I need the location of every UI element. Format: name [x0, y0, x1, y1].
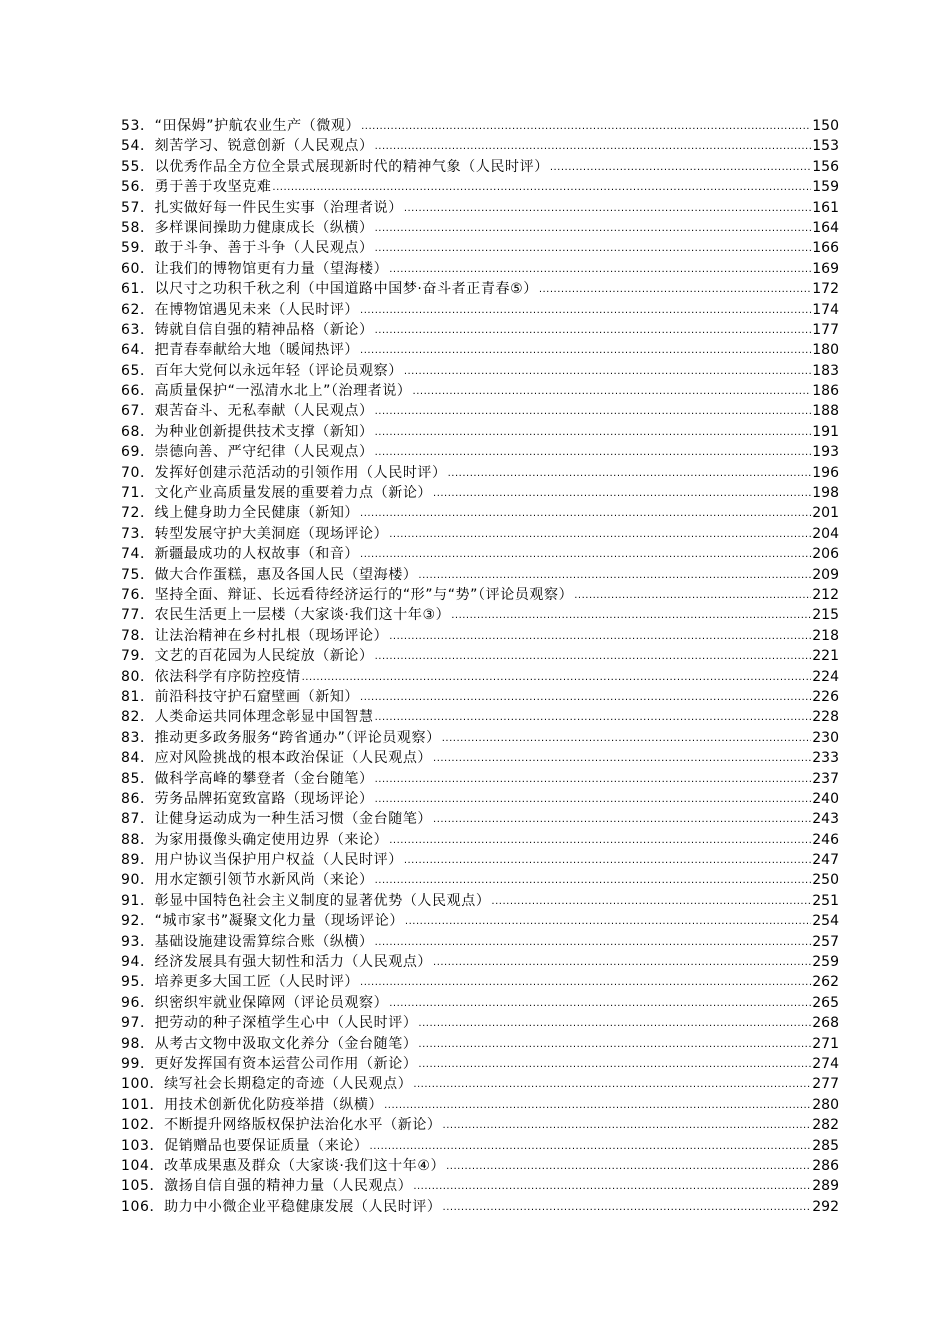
toc-entry-title: 57．扎实做好每一件民生实事（治理者说）	[121, 199, 403, 216]
toc-dot-leader	[389, 627, 811, 647]
toc-dot-leader	[446, 1157, 811, 1177]
toc-dot-leader	[375, 708, 812, 728]
toc-entry-page-number: 262	[812, 974, 839, 991]
toc-entry[interactable]	[121, 463, 839, 483]
toc-entry-page-number: 265	[812, 994, 839, 1011]
toc-entry[interactable]	[121, 544, 839, 564]
toc-entry[interactable]	[121, 687, 839, 707]
toc-entry[interactable]	[121, 850, 839, 870]
toc-dot-leader	[375, 402, 812, 422]
toc-entry-page-number: 188	[812, 403, 839, 420]
toc-dot-leader	[384, 1096, 811, 1116]
toc-entry-title: 85．做科学高峰的攀登者（金台随笔）	[121, 770, 374, 787]
toc-entry[interactable]	[121, 300, 839, 320]
toc-entry-title: 81．前沿科技守护石窟壁画（新知）	[121, 688, 360, 705]
toc-entry-page-number: 215	[812, 607, 839, 624]
toc-entry-page-number: 251	[812, 892, 839, 909]
toc-dot-leader	[539, 280, 811, 300]
toc-dot-leader	[413, 1177, 811, 1197]
toc-entry-title: 88．为家用摄像头确定使用边界（来论）	[121, 831, 389, 848]
toc-entry-title: 98．从考古文物中汲取文化养分（金台随笔）	[121, 1035, 418, 1052]
toc-entry-title: 97．把劳动的种子深植学生心中（人民时评）	[121, 1015, 418, 1032]
toc-entry-page-number: 218	[812, 627, 839, 644]
toc-dot-leader	[404, 362, 811, 382]
toc-entry[interactable]	[121, 422, 839, 442]
toc-entry-page-number: 224	[812, 668, 839, 685]
toc-dot-leader	[360, 504, 811, 524]
toc-dot-leader	[433, 953, 811, 973]
toc-entry[interactable]	[121, 1095, 839, 1115]
toc-dot-leader	[550, 158, 811, 178]
toc-entry-page-number: 282	[812, 1117, 839, 1134]
toc-entry-page-number: 254	[812, 913, 839, 930]
toc-entry[interactable]	[121, 993, 839, 1013]
toc-dot-leader	[389, 994, 811, 1014]
toc-entry-title: 106．助力中小微企业平稳健康发展（人民时评）	[121, 1198, 442, 1215]
toc-entry-title: 53．“田保姆”护航农业生产（微观）	[121, 118, 361, 134]
toc-entry-title: 76．坚持全面、辩证、长远看待经济运行的“形”与“势”（评论员观察）	[121, 586, 574, 603]
toc-entry-page-number: 237	[812, 770, 839, 787]
toc-entry-page-number: 240	[812, 790, 839, 807]
toc-entry-page-number: 277	[812, 1076, 839, 1093]
toc-dot-leader	[389, 260, 811, 280]
toc-entry-title: 65．百年大党何以永远年轻（评论员观察）	[121, 362, 403, 379]
toc-entry-title: 95．培养更多大国工匠（人民时评）	[121, 974, 360, 991]
toc-entry-title: 102．不断提升网络版权保护法治化水平（新论）	[121, 1117, 442, 1134]
toc-entry[interactable]	[121, 503, 839, 523]
toc-entry-title: 93．基础设施建设需算综合账（纵横）	[121, 933, 374, 950]
toc-dot-leader	[443, 1198, 812, 1218]
toc-entry[interactable]	[121, 1034, 839, 1054]
toc-dot-leader	[418, 566, 811, 586]
toc-entry-page-number: 204	[812, 525, 839, 542]
toc-entry-page-number: 153	[812, 138, 839, 155]
toc-entry[interactable]	[121, 646, 839, 666]
toc-entry[interactable]	[121, 585, 839, 605]
toc-entry-page-number: 198	[812, 485, 839, 502]
toc-entry[interactable]	[121, 830, 839, 850]
toc-entry[interactable]	[121, 952, 839, 972]
toc-entry-page-number: 274	[812, 1055, 839, 1072]
toc-entry-title: 104．改革成果惠及群众（大家谈·我们这十年④）	[121, 1157, 446, 1174]
toc-entry-page-number: 257	[812, 933, 839, 950]
toc-entry-page-number: 172	[812, 281, 839, 298]
toc-dot-leader	[574, 586, 811, 606]
toc-dot-leader	[375, 770, 812, 790]
toc-entry[interactable]	[121, 198, 839, 218]
toc-entry[interactable]	[121, 340, 839, 360]
toc-dot-leader	[375, 871, 812, 891]
toc-entry-page-number: 268	[812, 1015, 839, 1032]
toc-entry-page-number: 292	[812, 1198, 839, 1215]
toc-entry-title: 84．应对风险挑战的根本政治保证（人民观点）	[121, 750, 433, 767]
toc-entry[interactable]	[121, 748, 839, 768]
toc-dot-leader	[451, 606, 811, 626]
toc-entry-title: 100．续写社会长期稳定的奇迹（人民观点）	[121, 1076, 413, 1093]
toc-entry-title: 71．文化产业高质量发展的重要着力点（新论）	[121, 485, 433, 502]
toc-entry-title: 80．依法科学有序防控疫情	[121, 668, 301, 685]
toc-dot-leader	[360, 341, 811, 361]
toc-entry-title: 87．让健身运动成为一种生活习惯（金台随笔）	[121, 811, 433, 828]
toc-entry-title: 105．激扬自信自强的精神力量（人民观点）	[121, 1178, 413, 1195]
toc-entry-title: 75．做大合作蛋糕，惠及各国人民（望海楼）	[121, 566, 418, 583]
toc-entry-title: 91．彰显中国特色社会主义制度的显著优势（人民观点）	[121, 892, 491, 909]
toc-entry[interactable]	[121, 381, 839, 401]
toc-entry-title: 73．转型发展守护大美洞庭（现场评论）	[121, 525, 389, 542]
toc-entry[interactable]	[121, 1156, 839, 1176]
toc-dot-leader	[413, 382, 812, 402]
toc-dot-leader	[375, 239, 812, 259]
toc-entry-page-number: 233	[812, 750, 839, 767]
toc-entry-page-number: 164	[812, 219, 839, 236]
toc-entry-page-number: 230	[812, 729, 839, 746]
toc-dot-leader	[433, 484, 811, 504]
toc-entry-page-number: 226	[812, 688, 839, 705]
toc-entry[interactable]	[121, 1074, 839, 1094]
toc-dot-leader	[375, 933, 812, 953]
toc-entry-page-number: 201	[812, 505, 839, 522]
toc-entry[interactable]	[121, 626, 839, 646]
toc-entry[interactable]	[121, 565, 839, 585]
toc-entry-page-number: 259	[812, 954, 839, 971]
toc-entry[interactable]	[121, 238, 839, 258]
toc-entry-page-number: 159	[812, 179, 839, 196]
toc-entry-title: 89．用户协议当保护用户权益（人民时评）	[121, 852, 403, 869]
toc-dot-leader	[418, 1014, 811, 1034]
toc-entry[interactable]	[121, 259, 839, 279]
toc-dot-leader	[442, 729, 812, 749]
toc-dot-leader	[413, 1075, 811, 1095]
toc-entry[interactable]	[121, 911, 839, 931]
toc-entry-title: 86．劳务品牌拓宽致富路（现场评论）	[121, 790, 374, 807]
toc-entry-title: 67．艰苦奋斗、无私奉献（人民观点）	[121, 403, 374, 420]
toc-entry-page-number: 174	[812, 301, 839, 318]
toc-entry-title: 62．在博物馆遇见未来（人民时评）	[121, 301, 360, 318]
toc-dot-leader	[389, 525, 811, 545]
toc-dot-leader	[361, 117, 811, 137]
table-of-contents	[121, 116, 839, 1217]
toc-entry-page-number: 271	[812, 1035, 839, 1052]
toc-dot-leader	[433, 749, 811, 769]
toc-entry-title: 70．发挥好创建示范活动的引领作用（人民时评）	[121, 464, 447, 481]
toc-dot-leader	[360, 973, 811, 993]
toc-entry-page-number: 169	[812, 260, 839, 277]
toc-dot-leader	[375, 790, 812, 810]
toc-entry[interactable]	[121, 177, 839, 197]
toc-entry[interactable]	[121, 320, 839, 340]
toc-entry[interactable]	[121, 361, 839, 381]
toc-entry-page-number: 221	[812, 648, 839, 665]
toc-entry-page-number: 196	[812, 464, 839, 481]
toc-entry-title: 58．多样课间操助力健康成长（纵横）	[121, 219, 374, 236]
toc-entry[interactable]	[121, 157, 839, 177]
toc-entry-title: 78．让法治精神在乡村扎根（现场评论）	[121, 627, 389, 644]
toc-entry-page-number: 285	[812, 1137, 839, 1154]
toc-entry-title: 59．敢于斗争、善于斗争（人民观点）	[121, 240, 374, 257]
toc-entry-page-number: 209	[812, 566, 839, 583]
toc-entry-page-number: 250	[812, 872, 839, 889]
toc-entry-title: 103．促销赠品也要保证质量（来论）	[121, 1137, 369, 1154]
toc-entry-title: 77．农民生活更上一层楼（大家谈·我们这十年③）	[121, 607, 451, 624]
toc-entry[interactable]	[121, 1197, 839, 1217]
toc-entry-title: 69．崇德向善、严守纪律（人民观点）	[121, 444, 374, 461]
toc-entry[interactable]	[121, 972, 839, 992]
toc-entry[interactable]	[121, 667, 839, 687]
toc-entry[interactable]	[121, 789, 839, 809]
toc-entry-page-number: 166	[812, 240, 839, 257]
toc-entry[interactable]	[121, 442, 839, 462]
toc-entry-title: 63．铸就自信自强的精神品格（新论）	[121, 321, 374, 338]
toc-entry-page-number: 177	[812, 321, 839, 338]
toc-entry-title: 60．让我们的博物馆更有力量（望海楼）	[121, 260, 389, 277]
toc-entry[interactable]	[121, 1136, 839, 1156]
toc-dot-leader	[491, 892, 811, 912]
toc-dot-leader	[360, 688, 811, 708]
toc-entry[interactable]	[121, 1054, 839, 1074]
toc-entry[interactable]	[121, 116, 839, 136]
toc-entry-title: 64．把青春奉献给大地（暖闻热评）	[121, 342, 360, 359]
toc-entry-page-number: 180	[812, 342, 839, 359]
toc-dot-leader	[418, 1055, 811, 1075]
toc-dot-leader	[360, 545, 811, 565]
toc-dot-leader	[433, 810, 811, 830]
toc-entry-page-number: 183	[812, 362, 839, 379]
toc-entry-page-number: 212	[812, 586, 839, 603]
toc-dot-leader	[370, 1137, 812, 1157]
toc-entry-title: 74．新疆最成功的人权故事（和音）	[121, 546, 360, 563]
toc-entry[interactable]	[121, 524, 839, 544]
toc-dot-leader	[448, 464, 812, 484]
toc-entry-page-number: 161	[812, 199, 839, 216]
toc-entry-title: 99．更好发挥国有资本运营公司作用（新论）	[121, 1055, 418, 1072]
toc-dot-leader	[443, 1116, 812, 1136]
toc-entry-title: 82．人类命运共同体理念彰显中国智慧	[121, 709, 374, 726]
toc-dot-leader	[418, 1035, 811, 1055]
toc-dot-leader	[272, 178, 811, 198]
toc-entry[interactable]	[121, 218, 839, 238]
toc-entry[interactable]	[121, 1115, 839, 1135]
toc-entry-page-number: 246	[812, 831, 839, 848]
toc-dot-leader	[375, 647, 812, 667]
toc-entry[interactable]	[121, 870, 839, 890]
toc-entry-title: 101．用技术创新优化防疫举措（纵横）	[121, 1096, 384, 1113]
toc-entry[interactable]	[121, 707, 839, 727]
toc-entry-title: 90．用水定额引领节水新风尚（来论）	[121, 872, 374, 889]
toc-entry[interactable]	[121, 728, 839, 748]
toc-entry-title: 61．以尺寸之功积千秋之利（中国道路中国梦·奋斗者正青春⑤）	[121, 281, 538, 298]
toc-entry-page-number: 150	[812, 118, 839, 134]
toc-entry-page-number: 289	[812, 1178, 839, 1195]
toc-dot-leader	[375, 443, 812, 463]
toc-entry-title: 72．线上健身助力全民健康（新知）	[121, 505, 360, 522]
toc-entry-title: 83．推动更多政务服务“跨省通办”（评论员观察）	[121, 729, 441, 746]
toc-dot-leader	[360, 301, 811, 321]
toc-entry[interactable]	[121, 932, 839, 952]
toc-entry-page-number: 243	[812, 811, 839, 828]
toc-entry-page-number: 193	[812, 444, 839, 461]
toc-entry[interactable]	[121, 769, 839, 789]
toc-entry[interactable]	[121, 891, 839, 911]
toc-entry[interactable]	[121, 1176, 839, 1196]
toc-dot-leader	[404, 199, 811, 219]
toc-entry[interactable]	[121, 809, 839, 829]
toc-dot-leader	[375, 321, 812, 341]
toc-entry-page-number: 191	[812, 423, 839, 440]
toc-dot-leader	[405, 912, 811, 932]
toc-entry-page-number: 206	[812, 546, 839, 563]
toc-entry[interactable]	[121, 605, 839, 625]
toc-entry-title: 66．高质量保护“一泓清水北上”（治理者说）	[121, 383, 412, 400]
toc-dot-leader	[404, 851, 811, 871]
toc-entry-page-number: 156	[812, 158, 839, 175]
toc-entry[interactable]	[121, 279, 839, 299]
toc-entry-title: 94．经济发展具有强大韧性和活力（人民观点）	[121, 954, 433, 971]
toc-entry-title: 54．刻苦学习、锐意创新（人民观点）	[121, 138, 374, 155]
toc-dot-leader	[375, 219, 812, 239]
toc-entry-title: 92．“城市家书”凝聚文化力量（现场评论）	[121, 913, 404, 930]
toc-entry-page-number: 186	[812, 383, 839, 400]
toc-entry-title: 55．以优秀作品全方位全景式展现新时代的精神气象（人民时评）	[121, 158, 549, 175]
toc-dot-leader	[302, 668, 812, 688]
toc-entry[interactable]	[121, 401, 839, 421]
toc-dot-leader	[375, 137, 812, 157]
toc-entry-page-number: 228	[812, 709, 839, 726]
toc-entry-page-number: 286	[812, 1157, 839, 1174]
toc-entry-page-number: 280	[812, 1096, 839, 1113]
toc-dot-leader	[389, 831, 811, 851]
toc-dot-leader	[375, 423, 812, 443]
toc-entry-title: 56．勇于善于攻坚克难	[121, 179, 272, 196]
toc-entry[interactable]	[121, 136, 839, 156]
toc-entry-title: 68．为种业创新提供技术支撑（新知）	[121, 423, 374, 440]
toc-entry-title: 79．文艺的百花园为人民绽放（新论）	[121, 648, 374, 665]
toc-entry[interactable]	[121, 483, 839, 503]
toc-entry-page-number: 247	[812, 852, 839, 869]
toc-entry-title: 96．织密织牢就业保障网（评论员观察）	[121, 994, 389, 1011]
toc-entry[interactable]	[121, 1013, 839, 1033]
